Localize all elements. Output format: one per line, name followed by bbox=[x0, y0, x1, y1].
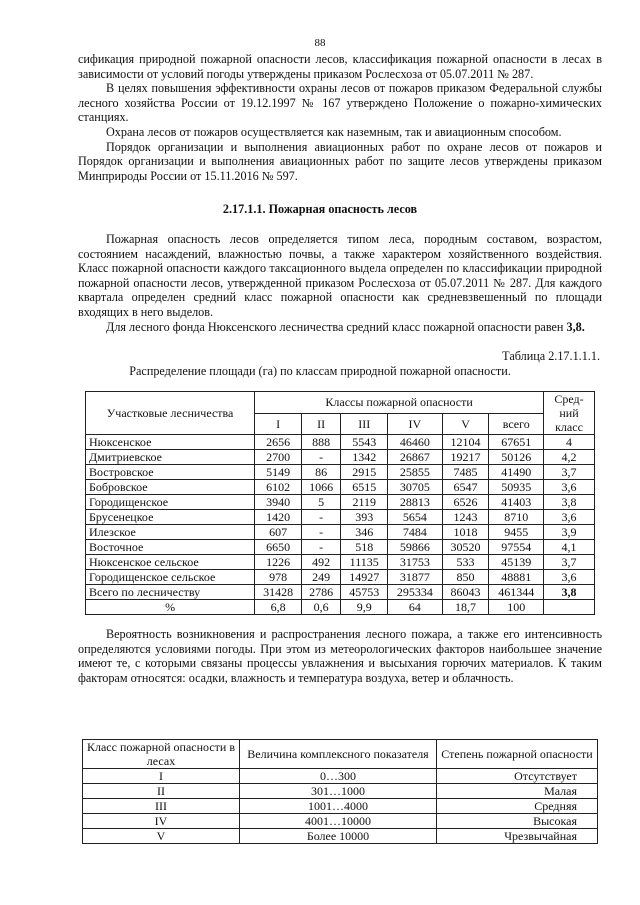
average-class-cell: 3,6 bbox=[544, 510, 595, 525]
table-row bbox=[86, 555, 595, 570]
area-cell: 6547 bbox=[442, 480, 489, 495]
average-class-cell: 4 bbox=[544, 435, 595, 450]
area-cell: 86 bbox=[302, 465, 341, 480]
table-row bbox=[83, 799, 598, 814]
area-cell: 3940 bbox=[255, 495, 302, 510]
column-header-total: всего bbox=[489, 413, 544, 435]
area-cell: 6,8 bbox=[255, 600, 302, 615]
area-cell: 18,7 bbox=[442, 600, 489, 615]
area-cell: 6650 bbox=[255, 540, 302, 555]
area-cell: 2700 bbox=[255, 450, 302, 465]
district-name: Всего по лесничеству bbox=[86, 585, 255, 600]
class-cell: IV bbox=[83, 814, 240, 829]
column-header-class: IV bbox=[388, 413, 442, 435]
table-row bbox=[86, 480, 595, 495]
area-cell: 978 bbox=[255, 570, 302, 585]
index-cell: Более 10000 bbox=[240, 829, 437, 844]
area-cell: 5654 bbox=[388, 510, 442, 525]
district-name: Городищенское bbox=[86, 495, 255, 510]
summary-text: Для лесного фонда Нюксенского лесничества средний класс пожарной опасности равен bbox=[106, 319, 567, 334]
area-cell: 26867 bbox=[388, 450, 442, 465]
area-cell: 1018 bbox=[442, 525, 489, 540]
fire-class-table bbox=[85, 391, 595, 615]
area-cell: 50935 bbox=[489, 480, 544, 495]
table-row bbox=[86, 435, 595, 450]
index-cell: 301…1000 bbox=[240, 784, 437, 799]
area-cell: 850 bbox=[442, 570, 489, 585]
area-cell: - bbox=[302, 510, 341, 525]
area-cell: - bbox=[302, 450, 341, 465]
weather-text bbox=[78, 627, 602, 685]
area-cell: 6102 bbox=[255, 480, 302, 495]
area-cell: 100 bbox=[489, 600, 544, 615]
table-row bbox=[86, 465, 595, 480]
table-row bbox=[86, 570, 595, 585]
column-header-class: V bbox=[442, 413, 489, 435]
degree-cell: Средняя bbox=[437, 799, 598, 814]
summary-paragraph bbox=[78, 320, 602, 335]
area-cell: 19217 bbox=[442, 450, 489, 465]
area-cell: 1226 bbox=[255, 555, 302, 570]
area-cell: 31877 bbox=[388, 570, 442, 585]
index-cell: 0…300 bbox=[240, 769, 437, 784]
paragraph: В целях повышения эффективности охраны лесов от пожаров приказом Федеральной службы лесного хозяйства России от 19.12.1997 № 167 утверждено Положение о пожарно-химических станциях. bbox=[78, 81, 602, 125]
average-class-cell: 3,8 bbox=[544, 495, 595, 510]
area-cell: 2119 bbox=[341, 495, 388, 510]
column-header-class: III bbox=[341, 413, 388, 435]
average-class-cell: 3,7 bbox=[544, 555, 595, 570]
table-label: Таблица 2.17.1.1.1. bbox=[502, 349, 600, 363]
table-row bbox=[86, 450, 595, 465]
area-cell: 1066 bbox=[302, 480, 341, 495]
area-cell: 9,9 bbox=[341, 600, 388, 615]
column-header-degree: Степень пожарной опасности bbox=[437, 740, 598, 769]
area-cell: 67651 bbox=[489, 435, 544, 450]
intro-text bbox=[78, 52, 602, 183]
area-cell: - bbox=[302, 540, 341, 555]
area-cell: 518 bbox=[341, 540, 388, 555]
area-cell: 11135 bbox=[341, 555, 388, 570]
table-row bbox=[86, 525, 595, 540]
district-name: % bbox=[86, 600, 255, 615]
area-cell: 2786 bbox=[302, 585, 341, 600]
class-cell: II bbox=[83, 784, 240, 799]
table-caption: Распределение площади (га) по классам природной пожарной опасности. bbox=[129, 364, 511, 378]
paragraph: Охрана лесов от пожаров осуществляется как наземным, так и авиационным способом. bbox=[106, 124, 562, 139]
column-header-class: II bbox=[302, 413, 341, 435]
column-header-average: Сред-ний класс bbox=[544, 392, 595, 435]
degree-cell: Отсутствует bbox=[437, 769, 598, 784]
area-cell: 14927 bbox=[341, 570, 388, 585]
table-row bbox=[86, 540, 595, 555]
paragraph: сификация природной пожарной опасности лесов, классификация пожарной опасности в лесах в зависимости от условий погоды утверждены приказом Рослесхоза от 05.07.2011 № 287. bbox=[78, 52, 602, 81]
area-cell: 28813 bbox=[388, 495, 442, 510]
column-group-header: Классы пожарной опасности bbox=[255, 392, 544, 414]
area-cell: 7485 bbox=[442, 465, 489, 480]
average-class-cell: 3,6 bbox=[544, 480, 595, 495]
average-class-cell: 4,2 bbox=[544, 450, 595, 465]
table-row bbox=[83, 784, 598, 799]
area-cell: 41403 bbox=[489, 495, 544, 510]
area-cell: 607 bbox=[255, 525, 302, 540]
area-cell: 8710 bbox=[489, 510, 544, 525]
index-cell: 1001…4000 bbox=[240, 799, 437, 814]
average-class-cell: 4,1 bbox=[544, 540, 595, 555]
table-row bbox=[83, 814, 598, 829]
area-cell: 48881 bbox=[489, 570, 544, 585]
table-row bbox=[86, 585, 595, 600]
average-class-cell: 3,6 bbox=[544, 570, 595, 585]
area-cell: 31753 bbox=[388, 555, 442, 570]
area-cell: 295334 bbox=[388, 585, 442, 600]
paragraph: Пожарная опасность лесов определяется типом леса, породным составом, возрастом, состоянием насаждений, влажностью почвы, а также характером хозяйственного воздействия. Класс пожарной опасности каждого таксационного выдела определен по классификации природной пожарной опасности лесов, утвержденной приказом Рослесхоза от 05.07.2011 № 287. Для каждого квартала определен средний класс пожарной опасности как средневзвешенный по площади входящих в него выделов. bbox=[78, 232, 602, 319]
area-cell: 888 bbox=[302, 435, 341, 450]
area-cell: 46460 bbox=[388, 435, 442, 450]
area-cell: 41490 bbox=[489, 465, 544, 480]
area-cell: - bbox=[302, 525, 341, 540]
summary-value: 3,8. bbox=[566, 319, 585, 334]
district-name: Городищенское сельское bbox=[86, 570, 255, 585]
average-class-cell: 3,7 bbox=[544, 465, 595, 480]
area-cell: 5149 bbox=[255, 465, 302, 480]
area-cell: 5543 bbox=[341, 435, 388, 450]
area-cell: 86043 bbox=[442, 585, 489, 600]
district-name: Бобровское bbox=[86, 480, 255, 495]
column-header-class: Класс пожарной опасности в лесах bbox=[83, 740, 240, 769]
area-cell: 1243 bbox=[442, 510, 489, 525]
district-name: Нюксенское сельское bbox=[86, 555, 255, 570]
area-cell: 97554 bbox=[489, 540, 544, 555]
area-cell: 5 bbox=[302, 495, 341, 510]
area-cell: 461344 bbox=[489, 585, 544, 600]
danger-scale-table bbox=[82, 739, 598, 844]
table-row bbox=[86, 510, 595, 525]
table-row bbox=[86, 495, 595, 510]
area-cell: 64 bbox=[388, 600, 442, 615]
degree-cell: Чрезвычайная bbox=[437, 829, 598, 844]
district-name: Дмитриевское bbox=[86, 450, 255, 465]
section-heading: 2.17.1.1. Пожарная опасность лесов bbox=[222, 202, 418, 216]
index-cell: 4001…10000 bbox=[240, 814, 437, 829]
column-header-index: Величина комплексного показателя bbox=[240, 740, 437, 769]
area-cell: 12104 bbox=[442, 435, 489, 450]
area-cell: 1342 bbox=[341, 450, 388, 465]
page-number: 88 bbox=[314, 37, 326, 49]
class-cell: III bbox=[83, 799, 240, 814]
area-cell: 2915 bbox=[341, 465, 388, 480]
area-cell: 6515 bbox=[341, 480, 388, 495]
body-text bbox=[78, 232, 602, 334]
district-name: Илезское bbox=[86, 525, 255, 540]
table-row bbox=[83, 829, 598, 844]
district-name: Брусенецкое bbox=[86, 510, 255, 525]
degree-cell: Высокая bbox=[437, 814, 598, 829]
area-cell: 25855 bbox=[388, 465, 442, 480]
area-cell: 9455 bbox=[489, 525, 544, 540]
class-cell: V bbox=[83, 829, 240, 844]
area-cell: 6526 bbox=[442, 495, 489, 510]
district-name: Нюксенское bbox=[86, 435, 255, 450]
area-cell: 59866 bbox=[388, 540, 442, 555]
table-row bbox=[86, 600, 595, 615]
area-cell: 30520 bbox=[442, 540, 489, 555]
district-name: Востровское bbox=[86, 465, 255, 480]
area-cell: 0,6 bbox=[302, 600, 341, 615]
area-cell: 1420 bbox=[255, 510, 302, 525]
area-cell: 31428 bbox=[255, 585, 302, 600]
table-row bbox=[83, 769, 598, 784]
area-cell: 533 bbox=[442, 555, 489, 570]
average-class-cell: 3,8 bbox=[544, 585, 595, 600]
column-header-class: I bbox=[255, 413, 302, 435]
area-cell: 45753 bbox=[341, 585, 388, 600]
district-name: Восточное bbox=[86, 540, 255, 555]
area-cell: 2656 bbox=[255, 435, 302, 450]
column-header-district: Участковые лесничества bbox=[86, 392, 255, 435]
average-class-cell: 3,9 bbox=[544, 525, 595, 540]
area-cell: 50126 bbox=[489, 450, 544, 465]
area-cell: 492 bbox=[302, 555, 341, 570]
area-cell: 45139 bbox=[489, 555, 544, 570]
area-cell: 7484 bbox=[388, 525, 442, 540]
area-cell: 30705 bbox=[388, 480, 442, 495]
class-cell: I bbox=[83, 769, 240, 784]
area-cell: 249 bbox=[302, 570, 341, 585]
area-cell: 346 bbox=[341, 525, 388, 540]
average-class-cell bbox=[544, 600, 595, 615]
paragraph: Порядок организации и выполнения авиационных работ по охране лесов от пожаров и Порядок организации и выполнения авиационных работ по защите лесов утверждены приказом Минприроды России от 15.11.2016 № 597. bbox=[78, 139, 602, 183]
degree-cell: Малая bbox=[437, 784, 598, 799]
area-cell: 393 bbox=[341, 510, 388, 525]
paragraph: Вероятность возникновения и распространения лесного пожара, а также его интенсивность определяются условиями погоды. При этом из метеорологических факторов наибольшее значение имеют те, с которыми связаны процессы увлажнения и высыхания горючих материалов. К таким факторам относятся: осадки, влажность и температура воздуха, ветер и облачность. bbox=[78, 627, 602, 685]
